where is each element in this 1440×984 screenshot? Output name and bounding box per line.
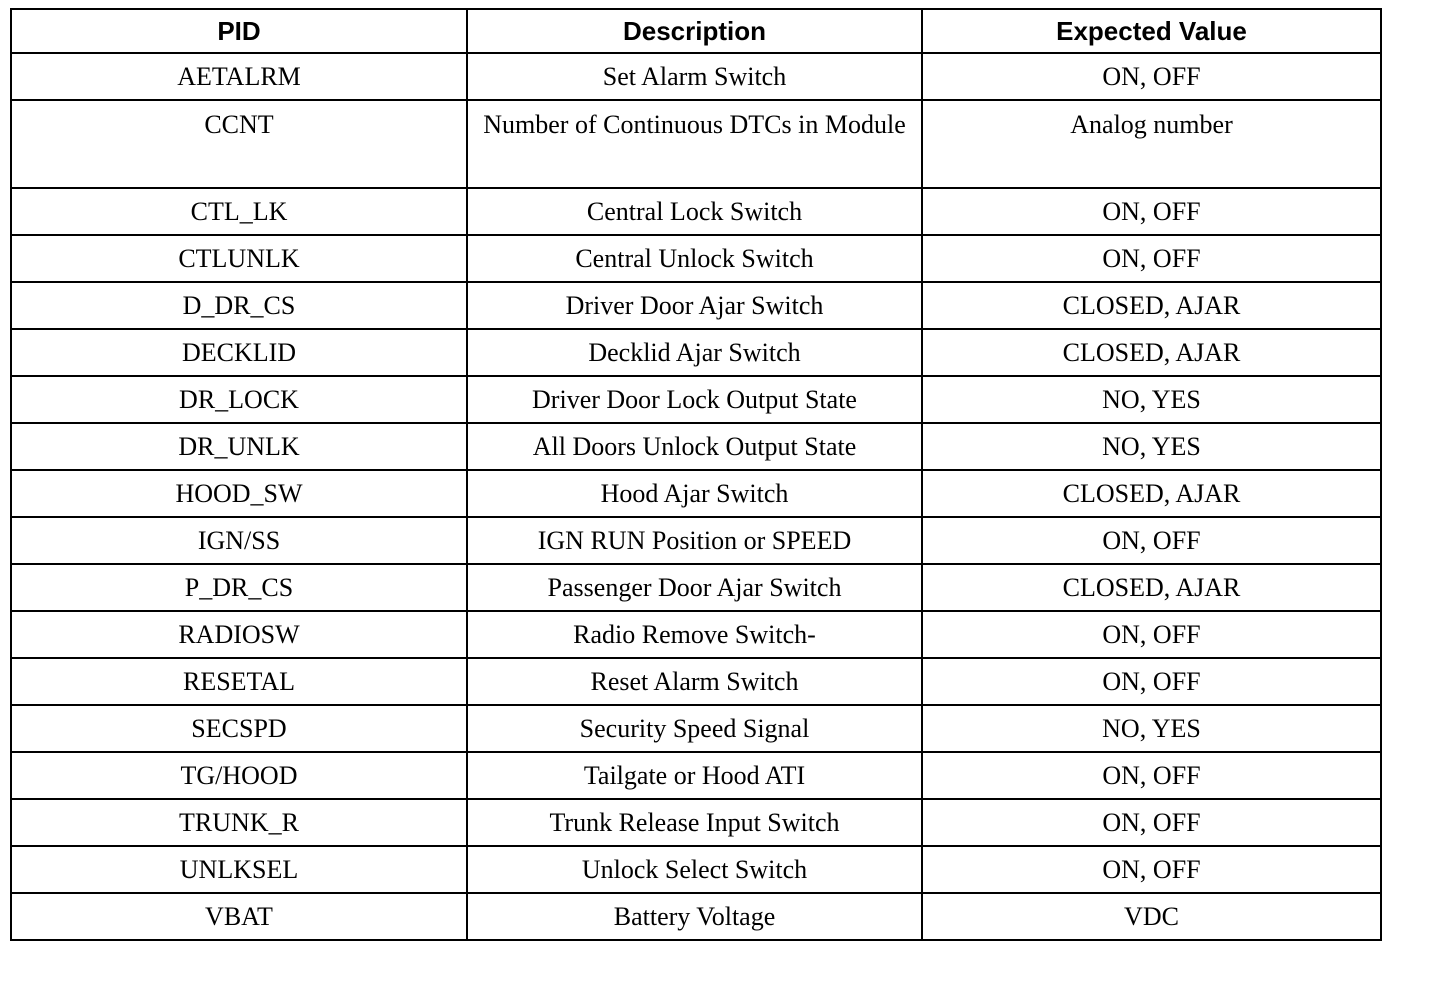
table-row — [11, 376, 1381, 423]
table-row — [11, 846, 1381, 893]
table-row — [11, 282, 1381, 329]
expected-value-cell: CLOSED, AJAR — [922, 470, 1381, 517]
pid-table — [10, 8, 1382, 941]
pid-cell: TRUNK_R — [11, 799, 467, 846]
table-row — [11, 53, 1381, 100]
table-header — [11, 9, 1381, 53]
description-cell: Driver Door Lock Output State — [467, 376, 922, 423]
pid-cell: CTL_LK — [11, 188, 467, 235]
expected-value-cell: ON, OFF — [922, 188, 1381, 235]
expected-value-cell: CLOSED, AJAR — [922, 564, 1381, 611]
description-cell: All Doors Unlock Output State — [467, 423, 922, 470]
description-cell: Trunk Release Input Switch — [467, 799, 922, 846]
table-row — [11, 329, 1381, 376]
pid-cell: TG/HOOD — [11, 752, 467, 799]
pid-cell: VBAT — [11, 893, 467, 940]
table-row — [11, 470, 1381, 517]
table-row — [11, 188, 1381, 235]
description-cell: Battery Voltage — [467, 893, 922, 940]
description-cell: Driver Door Ajar Switch — [467, 282, 922, 329]
expected-value-cell: NO, YES — [922, 376, 1381, 423]
header-pid: PID — [11, 9, 467, 53]
description-cell: Set Alarm Switch — [467, 53, 922, 100]
expected-value-cell: VDC — [922, 893, 1381, 940]
pid-cell: DR_UNLK — [11, 423, 467, 470]
pid-cell: D_DR_CS — [11, 282, 467, 329]
expected-value-cell: CLOSED, AJAR — [922, 282, 1381, 329]
table-row — [11, 564, 1381, 611]
description-cell: Radio Remove Switch- — [467, 611, 922, 658]
header-row — [11, 9, 1381, 53]
expected-value-cell: ON, OFF — [922, 611, 1381, 658]
pid-cell: P_DR_CS — [11, 564, 467, 611]
description-cell: Tailgate or Hood ATI — [467, 752, 922, 799]
description-cell: Central Lock Switch — [467, 188, 922, 235]
table-row — [11, 423, 1381, 470]
expected-value-cell: ON, OFF — [922, 517, 1381, 564]
header-description: Description — [467, 9, 922, 53]
expected-value-cell: ON, OFF — [922, 799, 1381, 846]
table-body — [11, 53, 1381, 940]
pid-cell: DR_LOCK — [11, 376, 467, 423]
pid-cell: HOOD_SW — [11, 470, 467, 517]
pid-cell: AETALRM — [11, 53, 467, 100]
description-cell: Unlock Select Switch — [467, 846, 922, 893]
pid-cell: RESETAL — [11, 658, 467, 705]
table-row — [11, 752, 1381, 799]
description-cell: Central Unlock Switch — [467, 235, 922, 282]
table-row — [11, 235, 1381, 282]
expected-value-cell: NO, YES — [922, 423, 1381, 470]
description-cell: Hood Ajar Switch — [467, 470, 922, 517]
table-row — [11, 893, 1381, 940]
pid-cell: RADIOSW — [11, 611, 467, 658]
pid-cell: CTLUNLK — [11, 235, 467, 282]
pid-cell: UNLKSEL — [11, 846, 467, 893]
header-expected-value: Expected Value — [922, 9, 1381, 53]
description-cell: Passenger Door Ajar Switch — [467, 564, 922, 611]
expected-value-cell: ON, OFF — [922, 846, 1381, 893]
description-cell: IGN RUN Position or SPEED — [467, 517, 922, 564]
expected-value-cell: Analog number — [922, 100, 1381, 188]
pid-cell: CCNT — [11, 100, 467, 188]
pid-cell: IGN/SS — [11, 517, 467, 564]
expected-value-cell: ON, OFF — [922, 752, 1381, 799]
expected-value-cell: CLOSED, AJAR — [922, 329, 1381, 376]
pid-cell: DECKLID — [11, 329, 467, 376]
table-row — [11, 100, 1381, 188]
description-cell: Number of Continuous DTCs in Module — [467, 100, 922, 188]
expected-value-cell: NO, YES — [922, 705, 1381, 752]
table-row — [11, 517, 1381, 564]
table-row — [11, 799, 1381, 846]
description-cell: Reset Alarm Switch — [467, 658, 922, 705]
description-cell: Decklid Ajar Switch — [467, 329, 922, 376]
table-row — [11, 658, 1381, 705]
pid-cell: SECSPD — [11, 705, 467, 752]
description-cell: Security Speed Signal — [467, 705, 922, 752]
expected-value-cell: ON, OFF — [922, 658, 1381, 705]
table-row — [11, 705, 1381, 752]
expected-value-cell: ON, OFF — [922, 235, 1381, 282]
table-row — [11, 611, 1381, 658]
expected-value-cell: ON, OFF — [922, 53, 1381, 100]
